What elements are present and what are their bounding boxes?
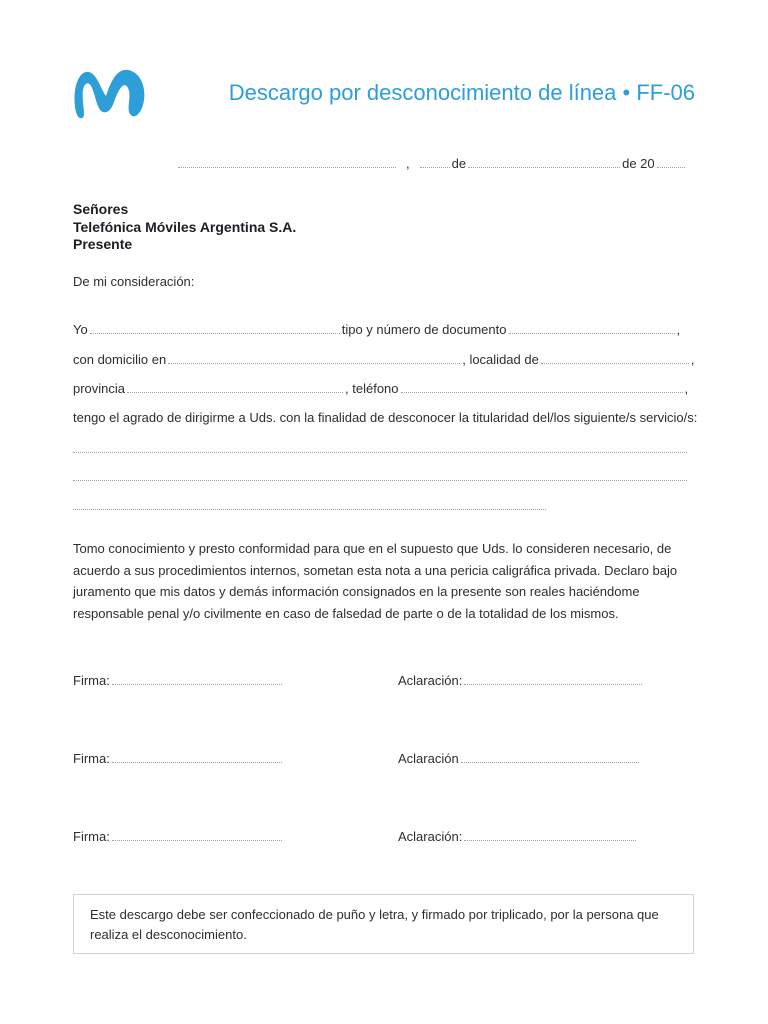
yo-label: Yo — [73, 322, 88, 337]
domicilio-label: con domicilio en — [73, 352, 167, 367]
date-line — [176, 156, 696, 171]
firma-label: Firma: — [73, 673, 110, 688]
signature-aclaracion-3 — [398, 829, 638, 844]
page-title: Descargo por desconocimiento de línea • FF-06 — [228, 80, 695, 105]
movistar-logo-icon — [70, 66, 148, 122]
aclaracion-label: Aclaración: — [398, 673, 463, 688]
service-blank-line — [73, 509, 546, 510]
signature-aclaracion-1 — [398, 673, 644, 688]
field-row-address — [73, 352, 698, 367]
signature-firma-2 — [73, 751, 284, 766]
field-row-province — [73, 381, 698, 396]
field-row-name — [73, 322, 698, 337]
comma: , — [690, 352, 695, 367]
instruction-note: Este descargo debe ser confeccionado de puño y letra, y firmado por triplicado, por la persona que realiza el desconocimiento. — [73, 894, 694, 954]
signature-firma-3 — [73, 829, 284, 844]
recipient-line-2: Telefónica Móviles Argentina S.A. — [73, 219, 297, 235]
aclaracion-label: Aclaración — [398, 751, 459, 766]
provincia-label: provincia — [73, 381, 126, 396]
recipient-line-3: Presente — [73, 236, 133, 252]
recipient-line-1: Señores — [73, 201, 129, 217]
comma: , — [676, 322, 681, 337]
date-comma: , — [406, 156, 410, 171]
aclaracion-label: Aclaración: — [398, 829, 463, 844]
declaration-paragraph: Tomo conocimiento y presto conformidad para que en el supuesto que Uds. lo consideren necesario, de acuerdo a sus procedimientos internos, sometan esta nota a una pericia caligráfica privada. Declaro bajo juramento que mis datos y demás información consignados en la presente son reales haciéndome responsable penal y/o civilmente en caso de falsedad de parte o de la totalidad de los mismos. — [73, 541, 678, 621]
date-year-label: de 20 — [622, 156, 655, 171]
comma: , — [684, 381, 689, 396]
date-de-label: de — [451, 156, 467, 171]
service-blank-line — [73, 480, 687, 481]
firma-label: Firma: — [73, 751, 110, 766]
firma-label: Firma: — [73, 829, 110, 844]
service-blank-line — [73, 452, 687, 453]
greeting: De mi consideración: — [73, 274, 195, 289]
signature-firma-1 — [73, 673, 284, 688]
signature-aclaracion-2 — [398, 751, 641, 766]
localidad-label: , localidad de — [462, 352, 539, 367]
telefono-label: , teléfono — [345, 381, 399, 396]
service-intro: tengo el agrado de dirigirme a Uds. con la finalidad de desconocer la titularidad del/los siguiente/s servicio/s: — [73, 410, 698, 425]
tipo-doc-label: tipo y número de documento — [341, 322, 507, 337]
